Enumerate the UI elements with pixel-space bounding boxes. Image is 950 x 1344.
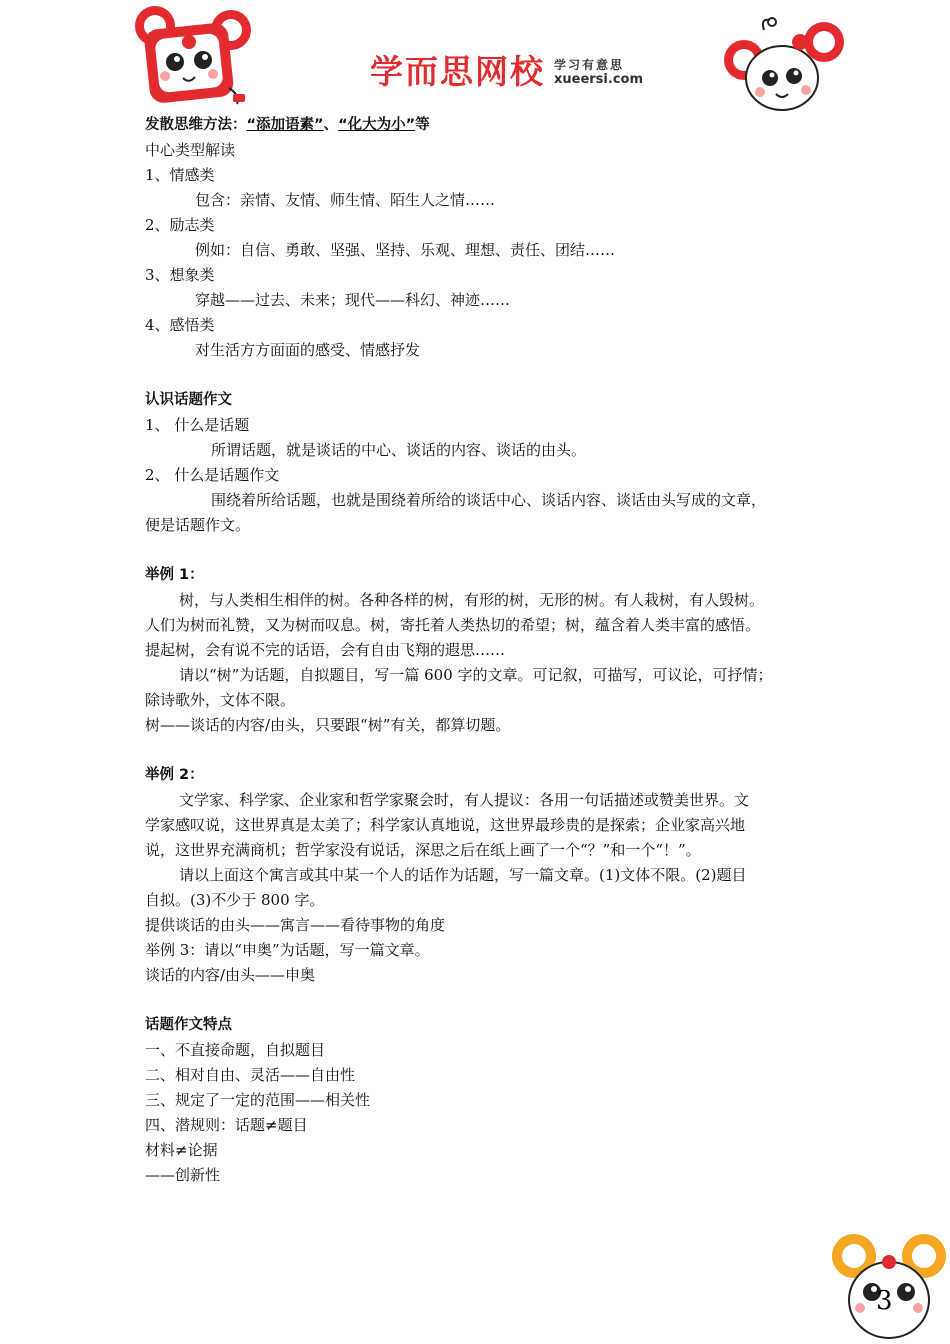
term-big-to-small: “化大为小” bbox=[338, 117, 416, 133]
example-2-note: 提供谈话的由头——寓言——看待事物的角度 bbox=[145, 916, 446, 934]
mascot-right-icon bbox=[720, 12, 850, 122]
feature-item: 四、潜规则：话题≠题目 bbox=[145, 1116, 308, 1134]
features-title: 话题作文特点 bbox=[145, 1017, 232, 1033]
brand-url: xueersi.com bbox=[554, 72, 644, 87]
topic-answer: 围绕着所给话题，也就是围绕着所给的谈话中心、谈话内容、谈话由头写成的文章， bbox=[211, 491, 767, 509]
method-heading: 发散思维方法：“添加语素”、“化大为小”等 bbox=[145, 117, 430, 133]
example-2-prompt: 请以上面这个寓言或其中某一个人的话作为话题，写一篇文章。(1)文体不限。(2)题目 bbox=[179, 866, 747, 884]
example-2-text: 文学家、科学家、企业家和哲学家聚会时，有人提议：各用一句话描述或赞美世界。文 bbox=[179, 791, 750, 809]
example-1-text: 提起树，会有说不完的话语，会有自由飞翔的遐思…… bbox=[145, 641, 506, 659]
example-2-title: 举例 2： bbox=[145, 767, 204, 783]
type-detail: 包含：亲情、友情、师生情、陌生人之情…… bbox=[195, 191, 496, 209]
type-detail: 穿越——过去、未来；现代——科幻、神迹…… bbox=[195, 291, 511, 309]
example-2-text: 学家感叹说，这世界真是太美了；科学家认真地说，这世界最珍贵的是探索；企业家高兴地 bbox=[145, 816, 746, 834]
example-2-text: 说，这世界充满商机；哲学家没有说话，深思之后在纸上画了一个“？”和一个“！”。 bbox=[145, 841, 701, 859]
type-detail: 对生活方方面面的感受、情感抒发 bbox=[195, 341, 421, 359]
brand-slogan: 学习有意思 bbox=[554, 58, 625, 72]
type-label: 4、感悟类 bbox=[145, 316, 215, 334]
types-title: 中心类型解读 bbox=[145, 141, 236, 159]
mascot-left-icon bbox=[133, 4, 253, 108]
topic-question: 2、 什么是话题作文 bbox=[145, 466, 280, 484]
brand-name: 学而思网校 bbox=[370, 52, 545, 91]
type-detail: 例如：自信、勇敢、坚强、坚持、乐观、理想、责任、团结…… bbox=[195, 241, 616, 259]
topic-section-title: 认识话题作文 bbox=[145, 392, 232, 408]
page-number: 3 bbox=[876, 1286, 893, 1316]
feature-item: 二、相对自由、灵活——自由性 bbox=[145, 1066, 356, 1084]
example-3-note: 谈话的内容/由头——申奥 bbox=[145, 966, 316, 984]
type-label: 1、情感类 bbox=[145, 166, 215, 184]
topic-answer-cont: 便是话题作文。 bbox=[145, 516, 251, 534]
mascot-corner-icon bbox=[828, 1226, 950, 1344]
example-1-text: 人们为树而礼赞，又为树而叹息。树，寄托着人类热切的希望；树，蕴含着人类丰富的感悟。 bbox=[145, 616, 761, 634]
example-3-prompt: 举例 3：请以“申奥”为话题，写一篇文章。 bbox=[145, 941, 430, 959]
example-1-text: 树，与人类相生相伴的树。各种各样的树，有形的树，无形的树。有人栽树，有人毁树。 bbox=[179, 591, 765, 609]
example-2-prompt: 自拟。(3)不少于 800 字。 bbox=[145, 891, 325, 909]
example-1-prompt: 除诗歌外，文体不限。 bbox=[145, 691, 296, 709]
feature-item: 一、不直接命题，自拟题目 bbox=[145, 1041, 326, 1059]
example-1-prompt: 请以“树”为话题，自拟题目，写一篇 600 字的文章。可记叙，可描写，可议论，可抒情； bbox=[179, 666, 773, 684]
example-1-title: 举例 1： bbox=[145, 567, 204, 583]
term-add-morpheme: “添加语素” bbox=[246, 117, 324, 133]
feature-item: 三、规定了一定的范围——相关性 bbox=[145, 1091, 371, 1109]
document-body bbox=[145, 113, 810, 1188]
type-label: 3、想象类 bbox=[145, 266, 215, 284]
type-label: 2、励志类 bbox=[145, 216, 215, 234]
topic-answer: 所谓话题，就是谈话的中心、谈话的内容、谈话的由头。 bbox=[211, 441, 587, 459]
feature-item: ——创新性 bbox=[145, 1166, 221, 1184]
example-1-note: 树——谈话的内容/由头，只要跟“树”有关，都算切题。 bbox=[145, 716, 511, 734]
topic-question: 1、 什么是话题 bbox=[145, 416, 250, 434]
page-header bbox=[0, 0, 950, 112]
feature-item: 材料≠论据 bbox=[145, 1141, 218, 1159]
